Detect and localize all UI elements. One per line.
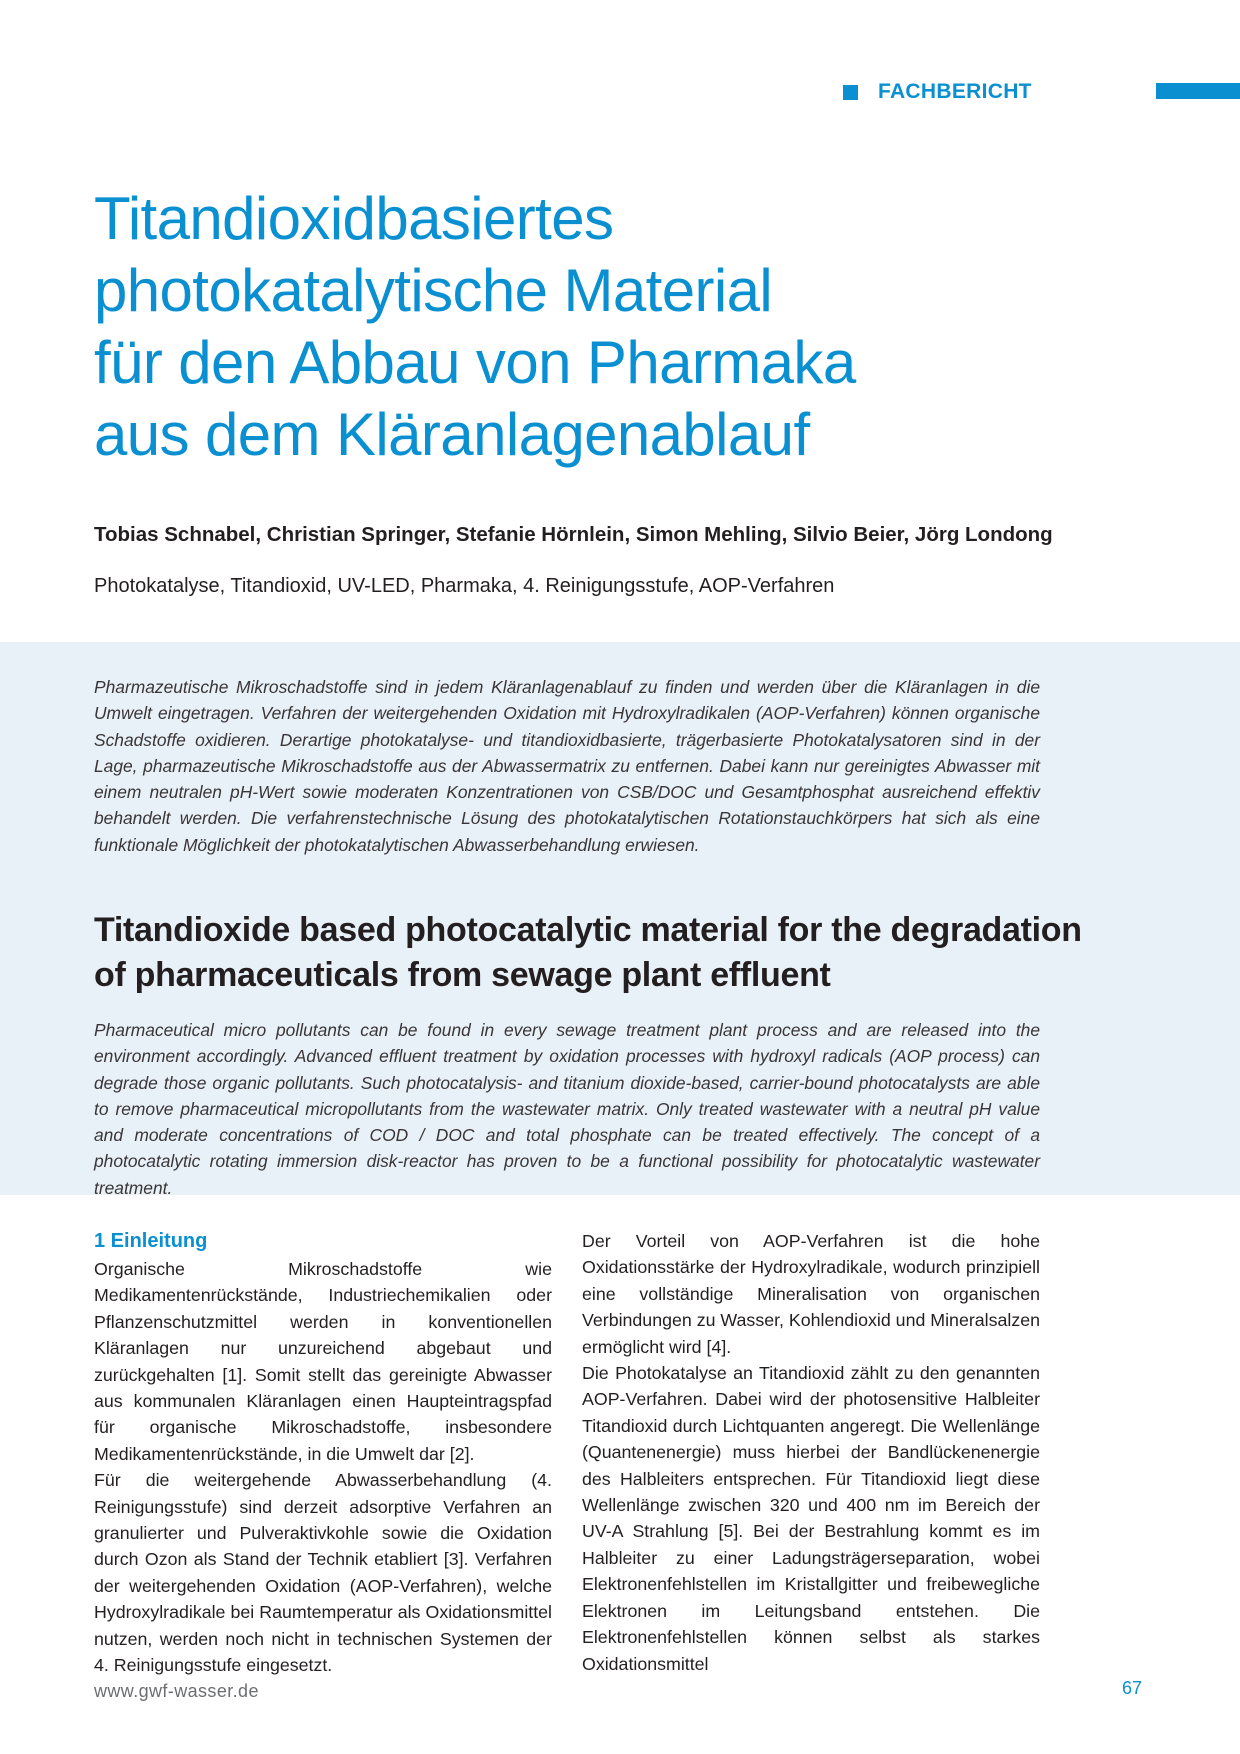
edge-tab-marker — [1156, 83, 1240, 99]
english-title — [94, 908, 1094, 998]
section-label-text: FACHBERICHT — [878, 80, 1032, 103]
title-line: aus dem Kläranlagenablauf — [94, 401, 810, 468]
body-column-left — [94, 1228, 552, 1679]
title-line: Titandioxidbasiertes — [94, 185, 614, 252]
english-title-line: Titandioxide based photocatalytic material for the degradation — [94, 911, 1082, 949]
abstract-english: Pharmaceutical micro pollutants can be found in every sewage treatment plant process and are released into the environment accordingly. Advanced effluent treatment by oxidation processes with hydroxyl radicals (AOP process) can degrade those organic pollutants. Such photocatalysis- and titanium dioxide-based, carrier-bound photocatalysts are able to remove pharmaceutical micropollutants from the wastewater matrix. Only treated wastewater with a neutral pH value and moderate concentrations of COD / DOC and total phosphate can be treated effectively. The concept of a photocatalytic rotating immersion disk-reactor has proven to be a functional possibility for photocatalytic wastewater treatment. — [94, 1020, 1040, 1198]
keyword-list: Photokatalyse, Titandioxid, UV-LED, Pharmaka, 4. Reinigungsstufe, AOP-Verfahren — [94, 575, 835, 597]
section-label — [843, 80, 1032, 104]
title-line: photokatalytische Material — [94, 257, 773, 324]
abstract-german: Pharmazeutische Mikroschadstoffe sind in jedem Kläranlagenablauf zu finden und werden über die Kläranlagen in die Umwelt eingetragen. Verfahren der weitergehenden Oxidation mit Hydroxylradikalen (AOP-Verfahren) können organische Schadstoffe oxidieren. Derartige photokatalyse- und titandioxidbasierte, trägerbasierte Photokatalysatoren sind in der Lage, pharmazeutische Mikroschadstoffe aus der Abwassermatrix zu entfernen. Dabei kann nur gereinigtes Abwasser mit einem neutralen pH-Wert sowie moderaten Konzentrationen von CSB/DOC und Gesamtphosphat ausreichend effektiv behandelt werden. Die verfahrenstechnische Lösung des photokatalytischen Rotationstauchkörpers hat sich als eine funktionale Möglichkeit der photokatalytischen Abwasserbehandlung erwiesen. — [94, 677, 1040, 855]
english-title-line: of pharmaceuticals from sewage plant effluent — [94, 956, 831, 994]
footer-website-link[interactable]: www.gwf-wasser.de — [94, 1681, 259, 1701]
page-number: 67 — [1122, 1678, 1143, 1698]
article-title — [94, 183, 1094, 471]
body-paragraph: Für die weitergehende Abwasserbehandlung (4. Reinigungsstufe) sind derzeit adsorptive Verfahren an granulierter und Pulveraktivkohle sowie die Oxidation durch Ozon als Stand der Technik etabliert [3]. Verfahren der weitergehenden Oxidation (AOP-Verfahren), welche Hydroxylradikale bei Raumtemperatur als Oxidationsmittel nutzen, werden noch nicht in technischen Systemen der 4. Reinigungsstufe eingesetzt. — [94, 1470, 552, 1676]
section-heading: 1 Einleitung — [94, 1230, 208, 1252]
body-paragraph: Der Vorteil von AOP-Verfahren ist die hohe Oxidationsstärke der Hydroxylradikale, wodurch prinzipiell eine vollständige Mineralisation von organischen Verbindungen zu Wasser, Kohlendioxid und Mineralsalzen ermöglicht wird [4]. — [582, 1231, 1040, 1357]
body-paragraph: Die Photokatalyse an Titandioxid zählt zu den genannten AOP-Verfahren. Dabei wird der photosensitive Halbleiter Titandioxid durch Lichtquanten angeregt. Die Wellenlänge (Quantenenergie) muss hierbei der Bandlückenenergie des Halbleiters entsprechen. Für Titandioxid liegt diese Wellenlänge zwischen 320 und 400 nm im Bereich der UV-A Strahlung [5]. Bei der Bestrahlung kommt es im Halbleiter zu einer Ladungsträgerseparation, wobei Elektronenfehlstellen im Kristallgitter und freibewegliche Elektronen im Leitungsband entstehen. Die Elektronenfehlstellen können selbst als starkes Oxidationsmittel — [582, 1363, 1040, 1674]
author-list: Tobias Schnabel, Christian Springer, Stefanie Hörnlein, Simon Mehling, Silvio Beier, Jörg Londong — [94, 523, 1053, 546]
title-line: für den Abbau von Pharmaka — [94, 329, 856, 396]
body-column-right — [582, 1228, 1040, 1677]
body-paragraph: Organische Mikroschadstoffe wie Medikamentenrückstände, Industriechemikalien oder Pflanzenschutzmittel werden in konventionellen Kläranlagen nur unzureichend abgebaut und zurückgehalten [1]. Somit stellt das gereinigte Abwasser aus kommunalen Kläranlagen einen Haupteintragspfad für organische Mikroschadstoffe, insbesondere Medikamentenrückstände, in die Umwelt dar [2]. — [94, 1259, 552, 1464]
square-bullet-icon — [843, 85, 858, 100]
